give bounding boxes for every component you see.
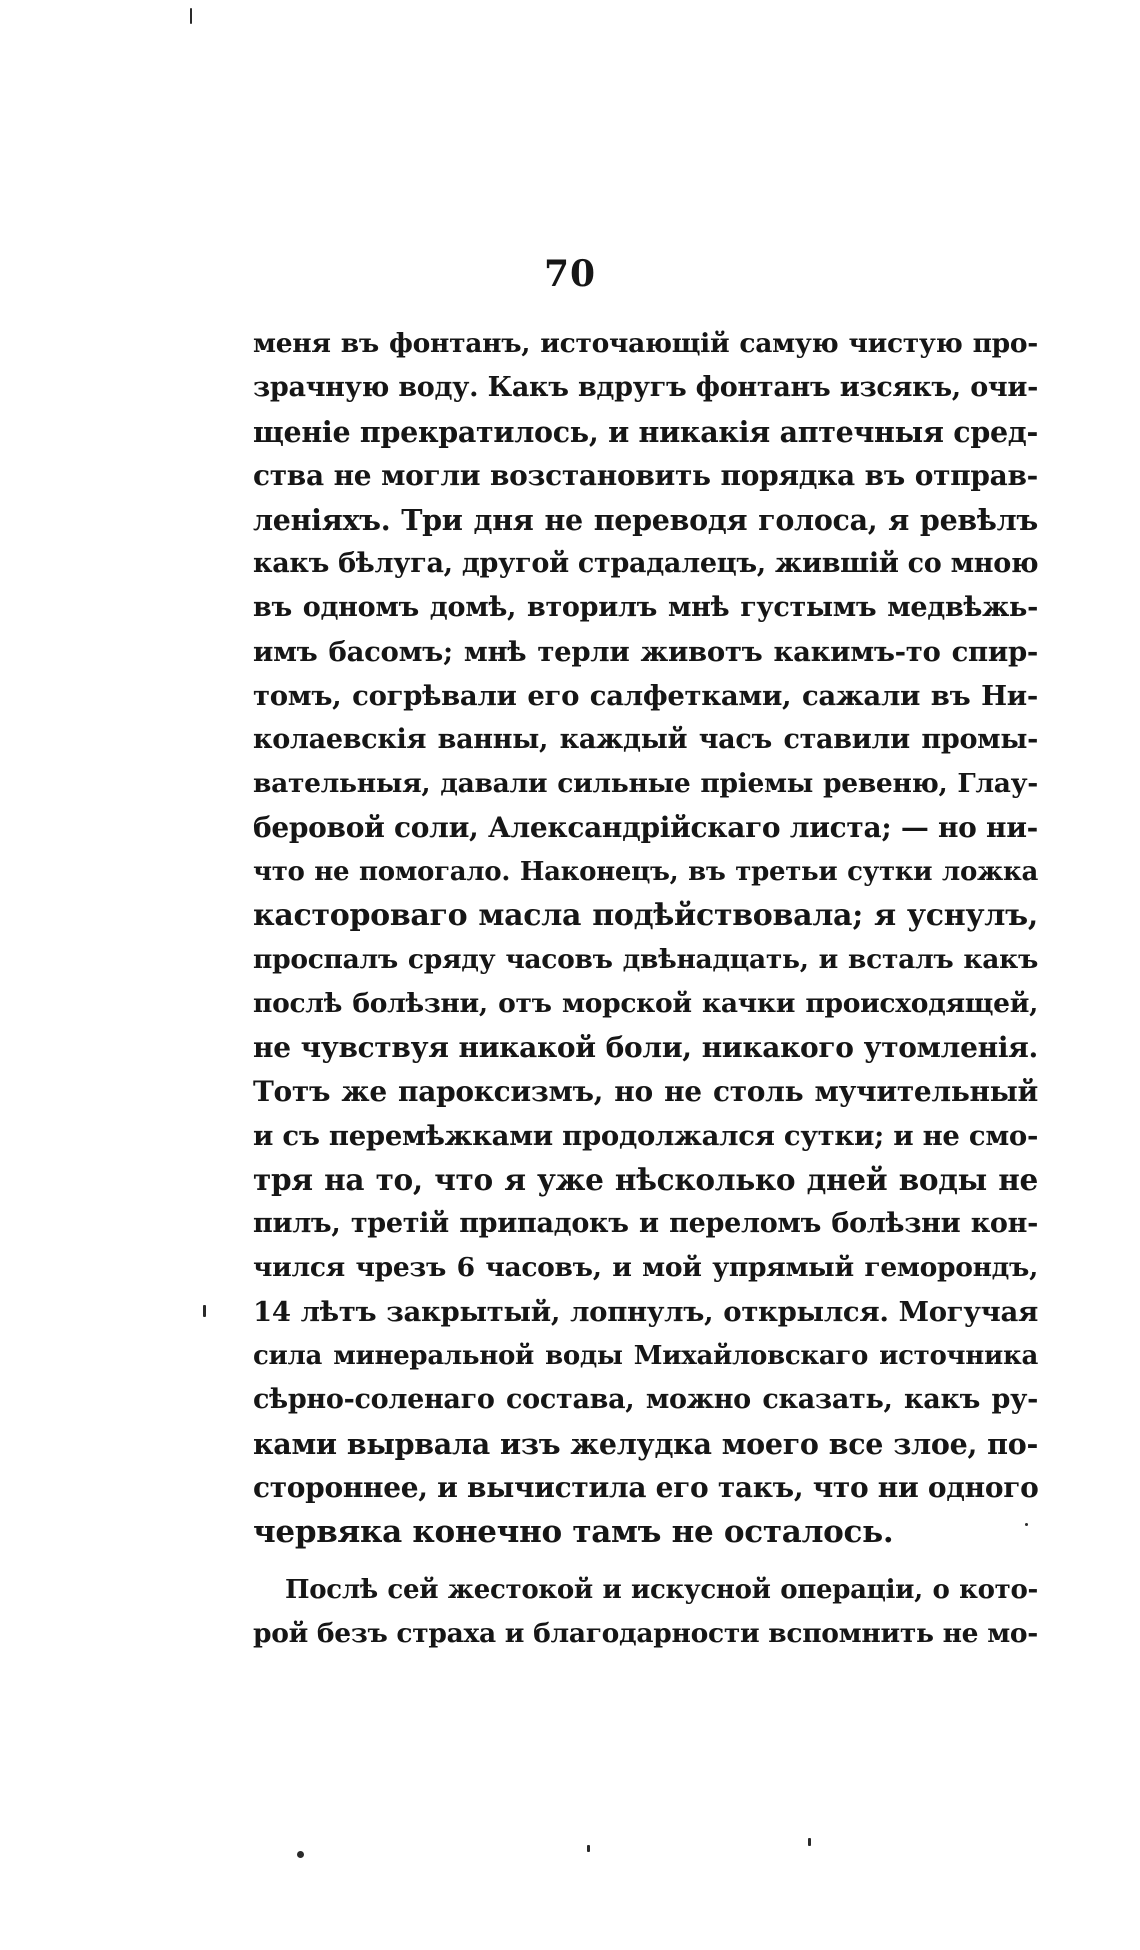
text-line: чился чрезъ 6 часовъ, и мой упрямый геморондъ, [253, 1252, 1038, 1283]
text-line: кастороваго масла подѣйствовала; я уснулъ, [253, 898, 1038, 933]
scan-speck [203, 1305, 206, 1317]
text-line: послѣ болѣзни, отъ морской качки происходящей, [253, 988, 1038, 1019]
text-line: леніяхъ. Три дня не переводя голоса, я ревѣлъ [253, 503, 1038, 537]
text-line: Тотъ же пароксизмъ, но не столь мучительный [253, 1075, 1038, 1108]
page-number: 70 [543, 253, 597, 295]
text-line: ками вырвала изъ желудка моего все злое, по- [253, 1427, 1038, 1461]
text-line: Послѣ сей жестокой и искусной операціи, о кото- [285, 1575, 1038, 1605]
text-line: зрачную воду. Какъ вдругъ фонтанъ изсякъ, очи- [253, 372, 1038, 403]
text-line: томъ, согрѣвали его салфетками, сажали въ Ни- [253, 680, 1038, 712]
text-line: червяка конечно тамъ не осталось. [253, 1514, 894, 1550]
text-line: какъ бѣлуга, другой страдалецъ, жившій со мною [253, 548, 1039, 579]
text-line: щеніе прекратилось, и никакія аптечныя сред- [253, 415, 1038, 449]
scan-speck [1025, 1523, 1028, 1526]
scan-speck [587, 1845, 590, 1852]
text-line: что не помогало. Наконецъ, въ третьи сутки ложка [253, 857, 1038, 887]
text-line: 14 лѣтъ закрытый, лопнулъ, открылся. Могучая [253, 1296, 1038, 1328]
text-line: въ одномъ домѣ, вторилъ мнѣ густымъ медвѣжь- [253, 592, 1038, 623]
text-line: меня въ фонтанъ, источающій самую чистую про- [253, 328, 1038, 359]
text-line: беровой соли, Александрійскаго листа; — но ни- [253, 811, 1038, 844]
text-line: тря на то, что я уже нѣсколько дней воды не [253, 1162, 1038, 1197]
text-line: сила минеральной воды Михайловскаго источника [253, 1341, 1038, 1371]
text-line: имъ басомъ; мнѣ терли животъ какимъ-то спир- [253, 636, 1038, 668]
text-line: и съ перемѣжками продолжался сутки; и не смо- [253, 1120, 1039, 1152]
paragraph-2 [253, 1568, 1038, 1656]
text-line: колаевскія ванны, каждый часъ ставили промы- [253, 724, 1038, 755]
text-line: вательныя, давали сильные пріемы ревеню, Глау- [253, 768, 1038, 799]
text-line: ства не могли возстановить порядка въ отправ- [253, 459, 1038, 492]
text-line: пилъ, третій припадокъ и переломъ болѣзни кон- [253, 1208, 1038, 1239]
text-line: сѣрно-соленаго состава, можно сказать, какъ ру- [253, 1384, 1038, 1415]
text-line: не чувствуя никакой боли, никакого утомленія. [253, 1031, 1038, 1064]
scan-speck [297, 1851, 304, 1858]
paragraph-1 [253, 322, 1038, 1554]
text-line: рой безъ страха и благодарности вспомнить не мо- [253, 1618, 1038, 1649]
text-line: стороннее, и вычистила его такъ, что ни одного [253, 1471, 1039, 1504]
text-line: проспалъ сряду часовъ двѣнадцать, и всталъ какъ [253, 944, 1038, 975]
scan-speck [190, 8, 192, 24]
scan-speck [808, 1838, 811, 1846]
